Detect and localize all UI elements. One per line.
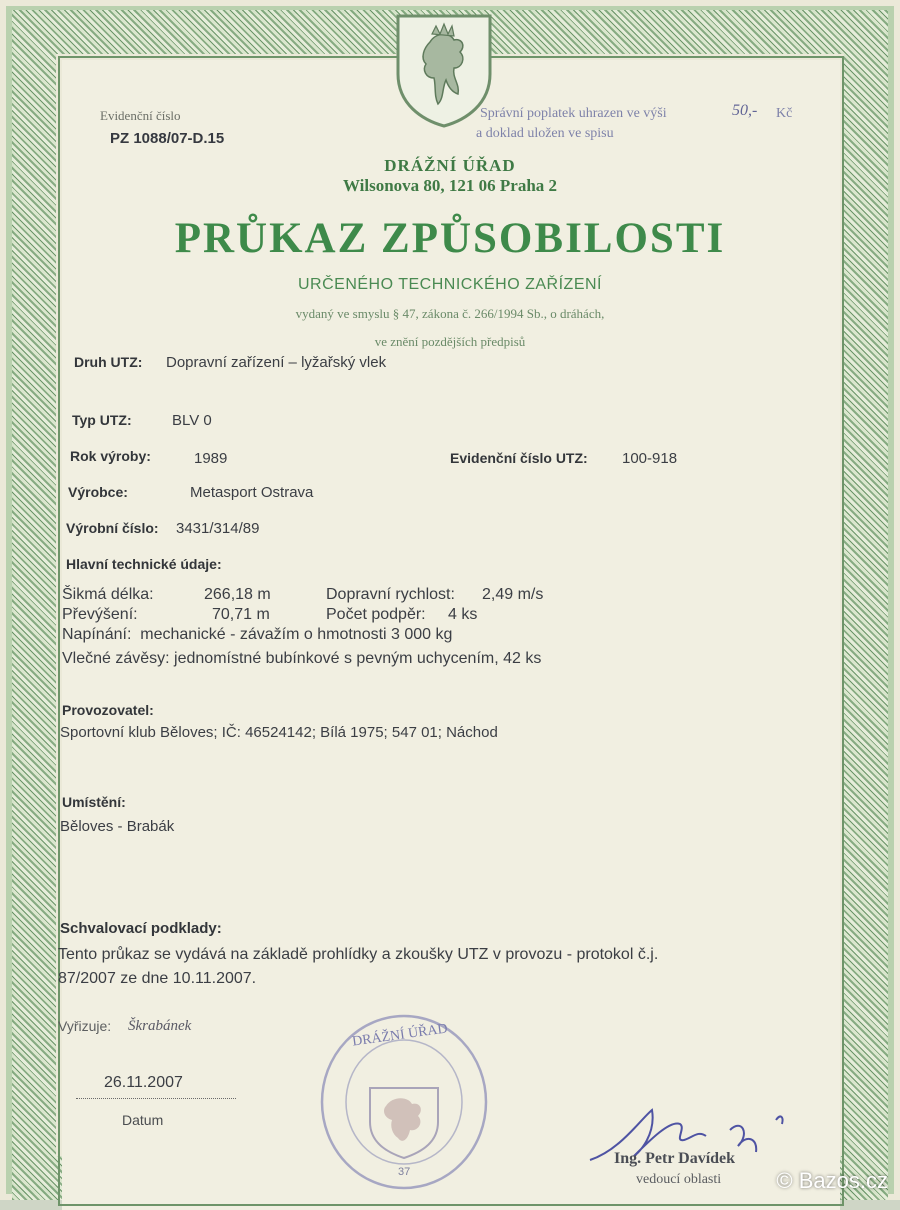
sikma-label: Šikmá délka: <box>62 586 154 603</box>
vyrobce-label: Výrobce: <box>68 484 128 500</box>
vyrizuje-value: Škrabánek <box>128 1018 192 1034</box>
fee-amount: 50,- <box>732 102 758 119</box>
date-dotted-line <box>76 1098 236 1099</box>
location-value: Běloves - Brabák <box>60 818 175 835</box>
podper-label: Počet podpěr: <box>326 606 426 623</box>
typ-label: Typ UTZ: <box>72 412 132 428</box>
signer-name: Ing. Petr Davídek <box>614 1150 736 1167</box>
rychlost-value: 2,49 m/s <box>482 586 544 603</box>
authority-name: DRÁŽNÍ ÚŘAD <box>384 156 516 175</box>
evidence-number: PZ 1088/07-D.15 <box>110 130 225 147</box>
approval-line2: 87/2007 ze dne 10.11.2007. <box>58 970 257 987</box>
typ-value: BLV 0 <box>172 412 212 429</box>
fee-stamp-line2: a doklad uložen ve spisu <box>476 126 614 141</box>
rok-value: 1989 <box>194 450 228 467</box>
podper-value: 4 ks <box>448 606 478 623</box>
fee-stamp-line1: Správní poplatek uhrazen ve výši <box>480 106 667 121</box>
operator-value: Sportovní klub Běloves; IČ: 46524142; Bílá 1975; 547 01; Náchod <box>60 724 498 741</box>
official-round-stamp <box>318 1010 490 1190</box>
vyrizuje-label: Vyřizuje: <box>58 1018 112 1034</box>
fee-currency: Kč <box>776 106 793 121</box>
signer-role: vedoucí oblasti <box>636 1172 722 1187</box>
napinani-line: Napínání: mechanické - závažím o hmotnosti 3 000 kg <box>62 626 453 643</box>
vyrobce-value: Metasport Ostrava <box>190 484 314 501</box>
approval-heading: Schvalovací podklady: <box>60 920 222 937</box>
document-title: PRŮKAZ ZPŮSOBILOSTI <box>174 215 726 262</box>
watermark: © Bazos.cz <box>776 1168 888 1193</box>
druh-value: Dopravní zařízení – lyžařský vlek <box>166 354 387 371</box>
prevyseni-value: 70,71 m <box>212 606 270 623</box>
issued-clause-2: ve znění pozdějších předpisů <box>374 334 526 349</box>
evid-utz-value: 100-918 <box>622 450 678 467</box>
evid-utz-label: Evidenční číslo UTZ: <box>450 450 588 466</box>
druh-label: Druh UTZ: <box>74 354 143 370</box>
date-label: Datum <box>122 1112 164 1128</box>
document-subtitle: URČENÉHO TECHNICKÉHO ZAŘÍZENÍ <box>297 276 602 293</box>
date-value: 26.11.2007 <box>104 1074 183 1091</box>
vyrobni-value: 3431/314/89 <box>176 520 260 537</box>
rychlost-label: Dopravní rychlost: <box>326 586 455 603</box>
operator-heading: Provozovatel: <box>62 702 154 718</box>
authority-address: Wilsonova 80, 121 06 Praha 2 <box>342 176 558 195</box>
fee-stamp <box>470 100 810 146</box>
approval-line1: Tento průkaz se vydává na základě prohlídky a zkoušky UTZ v provozu - protokol č.j. <box>58 946 659 963</box>
evidence-label: Evidenční číslo <box>100 108 181 123</box>
zavesy-line: Vlečné závěsy: jednomístné bubínkové s pevným uchycením, 42 ks <box>62 650 542 667</box>
issued-clause-1: vydaný ve smyslu § 47, zákona č. 266/1994 Sb., o dráhách, <box>295 306 605 321</box>
vyrobni-label: Výrobní číslo: <box>66 520 159 536</box>
rok-label: Rok výroby: <box>70 448 151 464</box>
stamp-number: 37 <box>398 1166 411 1178</box>
location-heading: Umístění: <box>62 794 126 810</box>
prevyseni-label: Převýšení: <box>62 606 138 623</box>
stamp-text: DRÁŽNÍ ÚŘAD <box>351 1021 449 1050</box>
sikma-value: 266,18 m <box>204 586 271 603</box>
technical-heading: Hlavní technické údaje: <box>66 556 222 572</box>
